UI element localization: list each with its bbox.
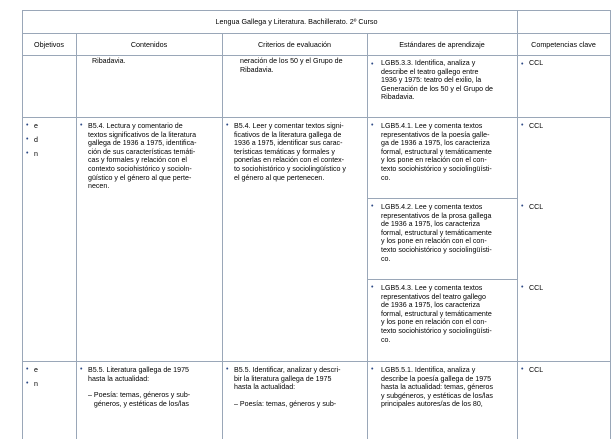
bullet-icon: • bbox=[26, 379, 29, 387]
estandar-text: representativos de la prosa gallega bbox=[381, 211, 492, 220]
criterios-text: bir la literatura gallega de 1975 bbox=[234, 374, 332, 383]
contenidos-text: ción de sus características temáti- bbox=[88, 147, 196, 156]
criterios-text: B5.4. Leer y comentar textos signi- bbox=[234, 122, 344, 130]
criterios-text: neración de los 50 y el Grupo de bbox=[240, 57, 343, 65]
criterios-text: el género al que pertenecen. bbox=[234, 173, 325, 182]
estandar-text: LGB5.4.2. Lee y comenta textos bbox=[381, 203, 483, 211]
criterios-text: B5.5. Identificar, analizar y descri- bbox=[234, 366, 341, 374]
col-border-left bbox=[22, 10, 23, 439]
row-divider bbox=[22, 117, 611, 118]
estandar-text: LGB5.4.1. Lee y comenta textos bbox=[381, 122, 483, 130]
bullet-icon: • bbox=[371, 60, 374, 68]
columns-header-divider bbox=[22, 55, 611, 56]
estandar-text: texto sociohistórico y sociolingüísti- bbox=[381, 165, 492, 173]
bullet-icon: • bbox=[26, 135, 29, 143]
criterios-text: to sociohistórico y sociolingüístico y bbox=[234, 165, 346, 173]
row-divider bbox=[367, 279, 517, 280]
col-divider bbox=[76, 33, 77, 439]
bullet-icon: • bbox=[521, 202, 524, 210]
contenidos-text: géneros, y estéticas de los/las bbox=[88, 399, 189, 408]
competencia-text: CCL bbox=[529, 59, 544, 67]
col-divider bbox=[367, 33, 368, 439]
contenidos-text: contexto sociohistórico y socioln- bbox=[88, 165, 192, 173]
contenidos-text: gallega de 1936 a 1975, identifica- bbox=[88, 139, 197, 148]
bullet-icon: • bbox=[80, 365, 83, 373]
column-header-objetivos: Objetivos bbox=[34, 40, 64, 49]
criterios-text: hasta la actualidad: bbox=[234, 383, 296, 392]
contenidos-text: Ribadavia. bbox=[92, 57, 126, 65]
objetivo-text: d bbox=[34, 136, 38, 144]
col-divider bbox=[517, 10, 518, 439]
bullet-icon: • bbox=[226, 121, 229, 129]
estandar-text: representativos de la poesía galle- bbox=[381, 130, 490, 139]
estandar-text: texto sociohistórico y sociolingüísti- bbox=[381, 327, 492, 335]
bullet-icon: • bbox=[371, 365, 374, 373]
estandar-text: de 1936 a 1975, los caracteriza bbox=[381, 220, 480, 229]
objetivo-text: e bbox=[34, 366, 38, 374]
estandar-text: representativos del teatro gallego bbox=[381, 292, 486, 301]
estandar-text: 1936 y 1975: teatro del exilio, la bbox=[381, 76, 482, 85]
bullet-icon: • bbox=[26, 121, 29, 129]
objetivo-text: n bbox=[34, 150, 38, 158]
bullet-icon: • bbox=[371, 121, 374, 129]
estandar-text: hasta la actualidad: temas, géneros bbox=[381, 383, 493, 392]
contenidos-text: textos significativos de la literatura bbox=[88, 130, 197, 139]
estandar-text: Ribadavia. bbox=[381, 93, 415, 102]
table-title: Lengua Gallega y Literatura. Bachillerato. 2º Curso bbox=[215, 17, 378, 26]
estandar-text: texto sociohistórico y sociolingüísti- bbox=[381, 246, 492, 254]
column-header-estandares: Estándares de aprendizaje bbox=[399, 40, 485, 49]
competencia-text: CCL bbox=[529, 284, 544, 292]
estandar-text: co. bbox=[381, 173, 391, 182]
bullet-icon: • bbox=[371, 283, 374, 291]
criterios-text: 1936 a 1975, identificar sus carac- bbox=[234, 139, 343, 148]
col-border-right bbox=[610, 10, 611, 439]
estandar-text: LGB5.4.3. Lee y comenta textos bbox=[381, 284, 483, 292]
row-divider bbox=[22, 361, 611, 362]
estandar-text: y los pone en relación con el con- bbox=[381, 156, 487, 165]
criterios-text: ponerlas en relación con el contex- bbox=[234, 156, 345, 165]
estandar-text: co. bbox=[381, 254, 391, 263]
contenidos-text: B5.5. Literatura gallega de 1975 bbox=[88, 366, 189, 374]
header-divider bbox=[22, 33, 611, 34]
contenidos-text: güístico y el género al que perte- bbox=[88, 173, 192, 182]
bullet-icon: • bbox=[521, 60, 524, 68]
estandar-text: describe la poesía gallega de 1975 bbox=[381, 374, 492, 383]
estandar-text: y los pone en relación con el con- bbox=[381, 318, 487, 327]
objetivo-text: n bbox=[34, 380, 38, 388]
estandar-text: formal, estructural y temáticamente bbox=[381, 309, 492, 318]
column-header-competencias: Competencias clave bbox=[531, 40, 596, 49]
estandar-text: co. bbox=[381, 335, 391, 344]
contenidos-text: hasta la actualidad: bbox=[88, 374, 150, 383]
contenidos-text: cas y formales y relación con el bbox=[88, 156, 187, 165]
competencia-text: CCL bbox=[529, 122, 544, 130]
bullet-icon: • bbox=[26, 365, 29, 373]
contenidos-text: B5.4. Lectura y comentario de bbox=[88, 122, 183, 130]
contenidos-text: – Poesía: temas, géneros y sub- bbox=[88, 391, 191, 399]
row-divider bbox=[367, 198, 517, 199]
col-divider bbox=[222, 33, 223, 439]
estandar-text: Generación de los 50 y el Grupo de bbox=[381, 84, 493, 93]
estandar-text: formal, estructural y temáticamente bbox=[381, 147, 492, 156]
criterios-text: terísticas temáticas y formales y bbox=[234, 147, 335, 156]
bullet-icon: • bbox=[80, 121, 83, 129]
bullet-icon: • bbox=[521, 283, 524, 291]
bullet-icon: • bbox=[521, 365, 524, 373]
estandar-text: LGB5.3.3. Identifica, analiza y bbox=[381, 59, 476, 67]
estandar-text: y subgéneros, y estéticas de los/las bbox=[381, 391, 493, 400]
bullet-icon: • bbox=[371, 202, 374, 210]
estandar-text: describe el teatro gallego entre bbox=[381, 67, 479, 76]
bullet-icon: • bbox=[521, 121, 524, 129]
criterios-text: Ribadavia. bbox=[240, 65, 274, 74]
competencia-text: CCL bbox=[529, 366, 544, 374]
objetivo-text: e bbox=[34, 122, 38, 130]
estandar-text: formal, estructural y temáticamente bbox=[381, 228, 492, 237]
estandar-text: LGB5.5.1. Identifica, analiza y bbox=[381, 366, 476, 374]
column-header-criterios: Criterios de evaluación bbox=[257, 40, 332, 49]
contenidos-text: necen. bbox=[88, 182, 110, 191]
table-border-top bbox=[22, 10, 611, 11]
estandar-text: ga de 1936 a 1975, los caracteriza bbox=[381, 139, 490, 148]
criterios-text: ficativos de la literatura gallega de bbox=[234, 130, 342, 139]
criterios-text: – Poesía: temas, géneros y sub- bbox=[234, 400, 337, 408]
estandar-text: y los pone en relación con el con- bbox=[381, 237, 487, 246]
estandar-text: de 1936 a 1975, los caracteriza bbox=[381, 301, 480, 310]
bullet-icon: • bbox=[26, 149, 29, 157]
estandar-text: principales autores/as de los 80, bbox=[381, 400, 483, 409]
column-header-contenidos: Contenidos bbox=[130, 40, 168, 49]
competencia-text: CCL bbox=[529, 203, 544, 211]
bullet-icon: • bbox=[226, 365, 229, 373]
